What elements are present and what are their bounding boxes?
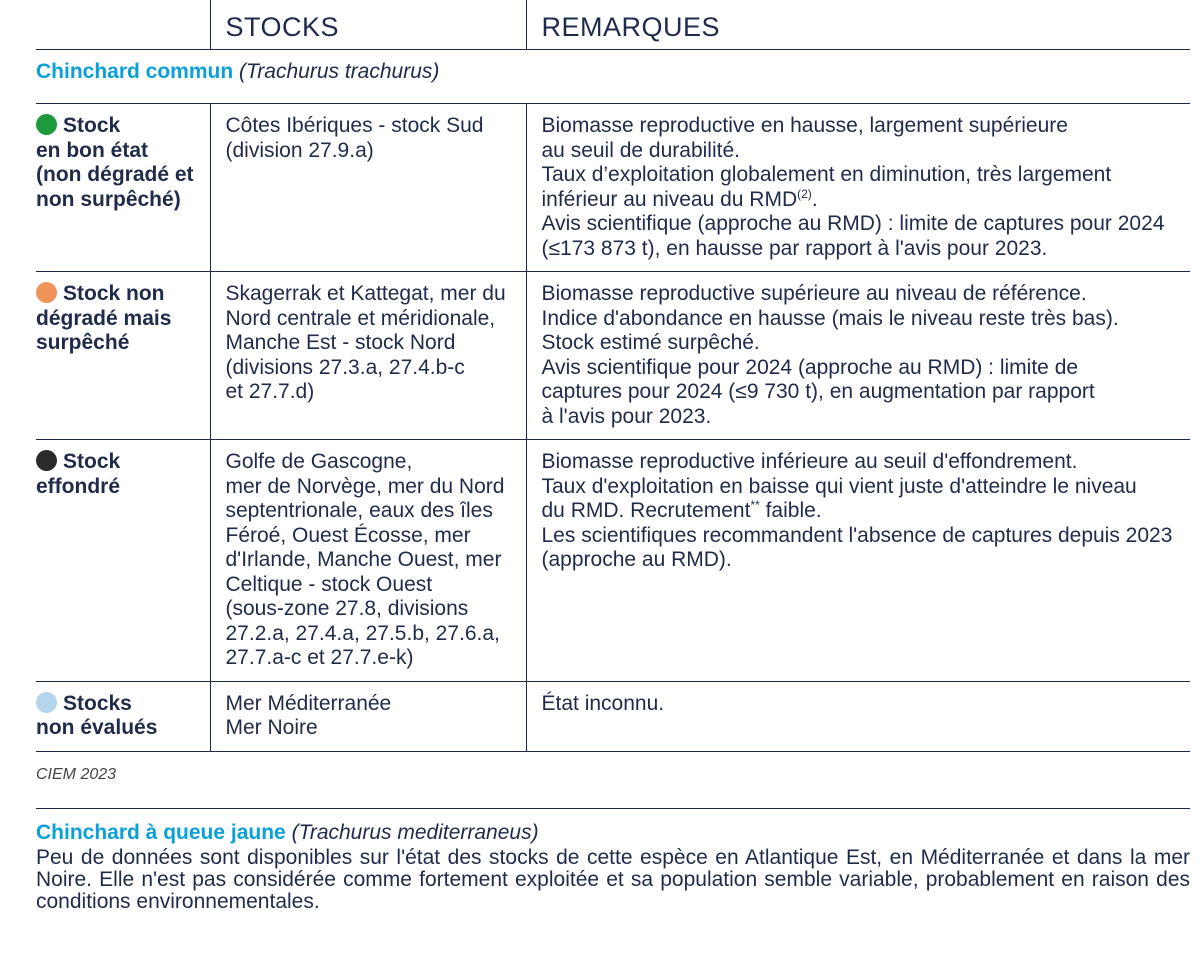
species2-latin: (Trachurus mediterraneus) <box>291 820 539 844</box>
remark-text: captures pour 2024 (≤9 730 t), en augmentation par rapport <box>541 380 1095 403</box>
category-cell <box>36 681 210 751</box>
remarks-cell <box>526 681 1190 751</box>
stocks-text: Mer Noire <box>225 716 318 739</box>
remark-text: État inconnu. <box>541 691 665 715</box>
remark-text: Stock estimé surpêché. <box>541 331 760 354</box>
remark-text: faible. <box>759 499 822 522</box>
stocks-text: 27.2.a, 27.4.a, 27.5.b, 27.6.a, <box>225 621 500 645</box>
status-dot-icon <box>36 114 57 135</box>
table-row <box>36 681 1190 751</box>
stocks-text: (sous-zone 27.8, divisions <box>225 597 469 620</box>
category-text: Stock <box>63 114 121 137</box>
table-header-row <box>36 0 1190 50</box>
species2-title <box>36 821 1190 845</box>
remarks-cell <box>526 272 1190 440</box>
species-name: Chinchard commun <box>36 60 234 83</box>
category-text: Stock non <box>63 282 165 305</box>
table-row <box>36 104 1190 272</box>
category-text: en bon état <box>36 138 149 162</box>
category-text: Stocks <box>63 691 132 715</box>
species-title <box>36 50 1190 104</box>
category-cell <box>36 104 210 272</box>
remark-text: Biomasse reproductive en hausse, largement supérieure <box>541 114 1068 137</box>
remark-text: inférieur au niveau du RMD <box>541 187 798 211</box>
category-cell <box>36 440 210 682</box>
footnote-ref: (2) <box>797 186 812 201</box>
source-note: CIEM 2023 <box>36 765 117 783</box>
remark-text: à l'avis pour 2023. <box>541 404 712 428</box>
stocks-cell <box>210 272 526 440</box>
stock-status-document <box>36 0 1190 913</box>
category-cell <box>36 272 210 440</box>
remark-text: Taux d'exploitation en baisse qui vient juste d'atteindre le niveau <box>541 474 1137 498</box>
remark-text: . <box>811 187 818 211</box>
remark-text: Taux d’exploitation globalement en diminution, très largement <box>541 163 1112 186</box>
stocks-text: mer de Norvège, mer du Nord <box>225 474 505 498</box>
header-remarques: REMARQUES <box>526 0 1190 50</box>
category-text: surpêché <box>36 331 130 354</box>
stocks-text: d'Irlande, Manche Ouest, mer <box>225 548 502 571</box>
remark-text: Biomasse reproductive inférieure au seuil d'effondrement. <box>541 450 1078 473</box>
status-dot-icon <box>36 692 57 713</box>
category-text: dégradé mais <box>36 306 172 330</box>
stocks-text: (division 27.9.a) <box>225 138 374 162</box>
stocks-text: Nord centrale et méridionale, <box>225 306 496 330</box>
remark-text: Indice d'abondance en hausse (mais le niveau reste très bas). <box>541 306 1119 330</box>
stocks-text: Skagerrak et Kattegat, mer du <box>225 282 506 305</box>
species-latin: (Trachurus trachurus) <box>239 60 440 83</box>
stocks-text: septentrionale, eaux des îles <box>225 499 493 522</box>
remark-text: au seuil de durabilité. <box>541 138 740 162</box>
stocks-text: Manche Est - stock Nord <box>225 331 456 354</box>
stocks-cell <box>210 681 526 751</box>
stocks-cell <box>210 440 526 682</box>
status-dot-icon <box>36 450 57 471</box>
footnote-ref: ** <box>750 498 760 512</box>
remark-text: Les scientifiques recommandent l'absence de captures depuis 2023 <box>541 523 1173 547</box>
stock-table <box>36 0 1190 752</box>
header-empty <box>36 0 210 50</box>
category-text: non évalués <box>36 716 158 739</box>
category-text: non surpêché) <box>36 187 181 211</box>
remark-text: Avis scientifique (approche au RMD) : limite de captures pour 2024 <box>541 212 1165 235</box>
remarks-cell <box>526 440 1190 682</box>
stocks-text: (divisions 27.3.a, 27.4.b-c <box>225 355 465 379</box>
stocks-text: 27.7.a-c et 27.7.e-k) <box>225 646 414 669</box>
divider <box>36 808 1190 809</box>
remark-text: (approche au RMD). <box>541 548 732 571</box>
stocks-cell <box>210 104 526 272</box>
remark-text: du RMD. Recrutement <box>541 499 751 522</box>
stocks-text: Féroé, Ouest Écosse, mer <box>225 523 471 547</box>
header-stocks: STOCKS <box>210 0 526 50</box>
remark-text: Avis scientifique pour 2024 (approche au RMD) : limite de <box>541 355 1079 379</box>
category-text: Stock <box>63 450 121 473</box>
stocks-text: Golfe de Gascogne, <box>225 450 413 473</box>
category-text: effondré <box>36 474 120 498</box>
stocks-text: Celtique - stock Ouest <box>225 572 433 596</box>
remark-text: Biomasse reproductive supérieure au niveau de référence. <box>541 282 1087 305</box>
status-dot-icon <box>36 282 57 303</box>
species-row <box>36 50 1190 104</box>
remarks-cell <box>526 104 1190 272</box>
species2-description: Peu de données sont disponibles sur l'état des stocks de cette espèce en Atlantique Est, en Méditerranée et dans la mer Noire. Elle n'est pas considérée comme fortement exploitée et sa population semble variable, probablement en raison des conditions environnementales. <box>36 845 1190 913</box>
species2-name: Chinchard à queue jaune <box>36 820 286 844</box>
stocks-text: Côtes Ibériques - stock Sud <box>225 114 484 137</box>
table-row <box>36 272 1190 440</box>
remark-text: (≤173 873 t), en hausse par rapport à l'avis pour 2023. <box>541 236 1048 260</box>
table-row <box>36 440 1190 682</box>
stocks-text: Mer Méditerranée <box>225 691 392 715</box>
stocks-text: et 27.7.d) <box>225 380 315 403</box>
category-text: (non dégradé et <box>36 163 194 186</box>
